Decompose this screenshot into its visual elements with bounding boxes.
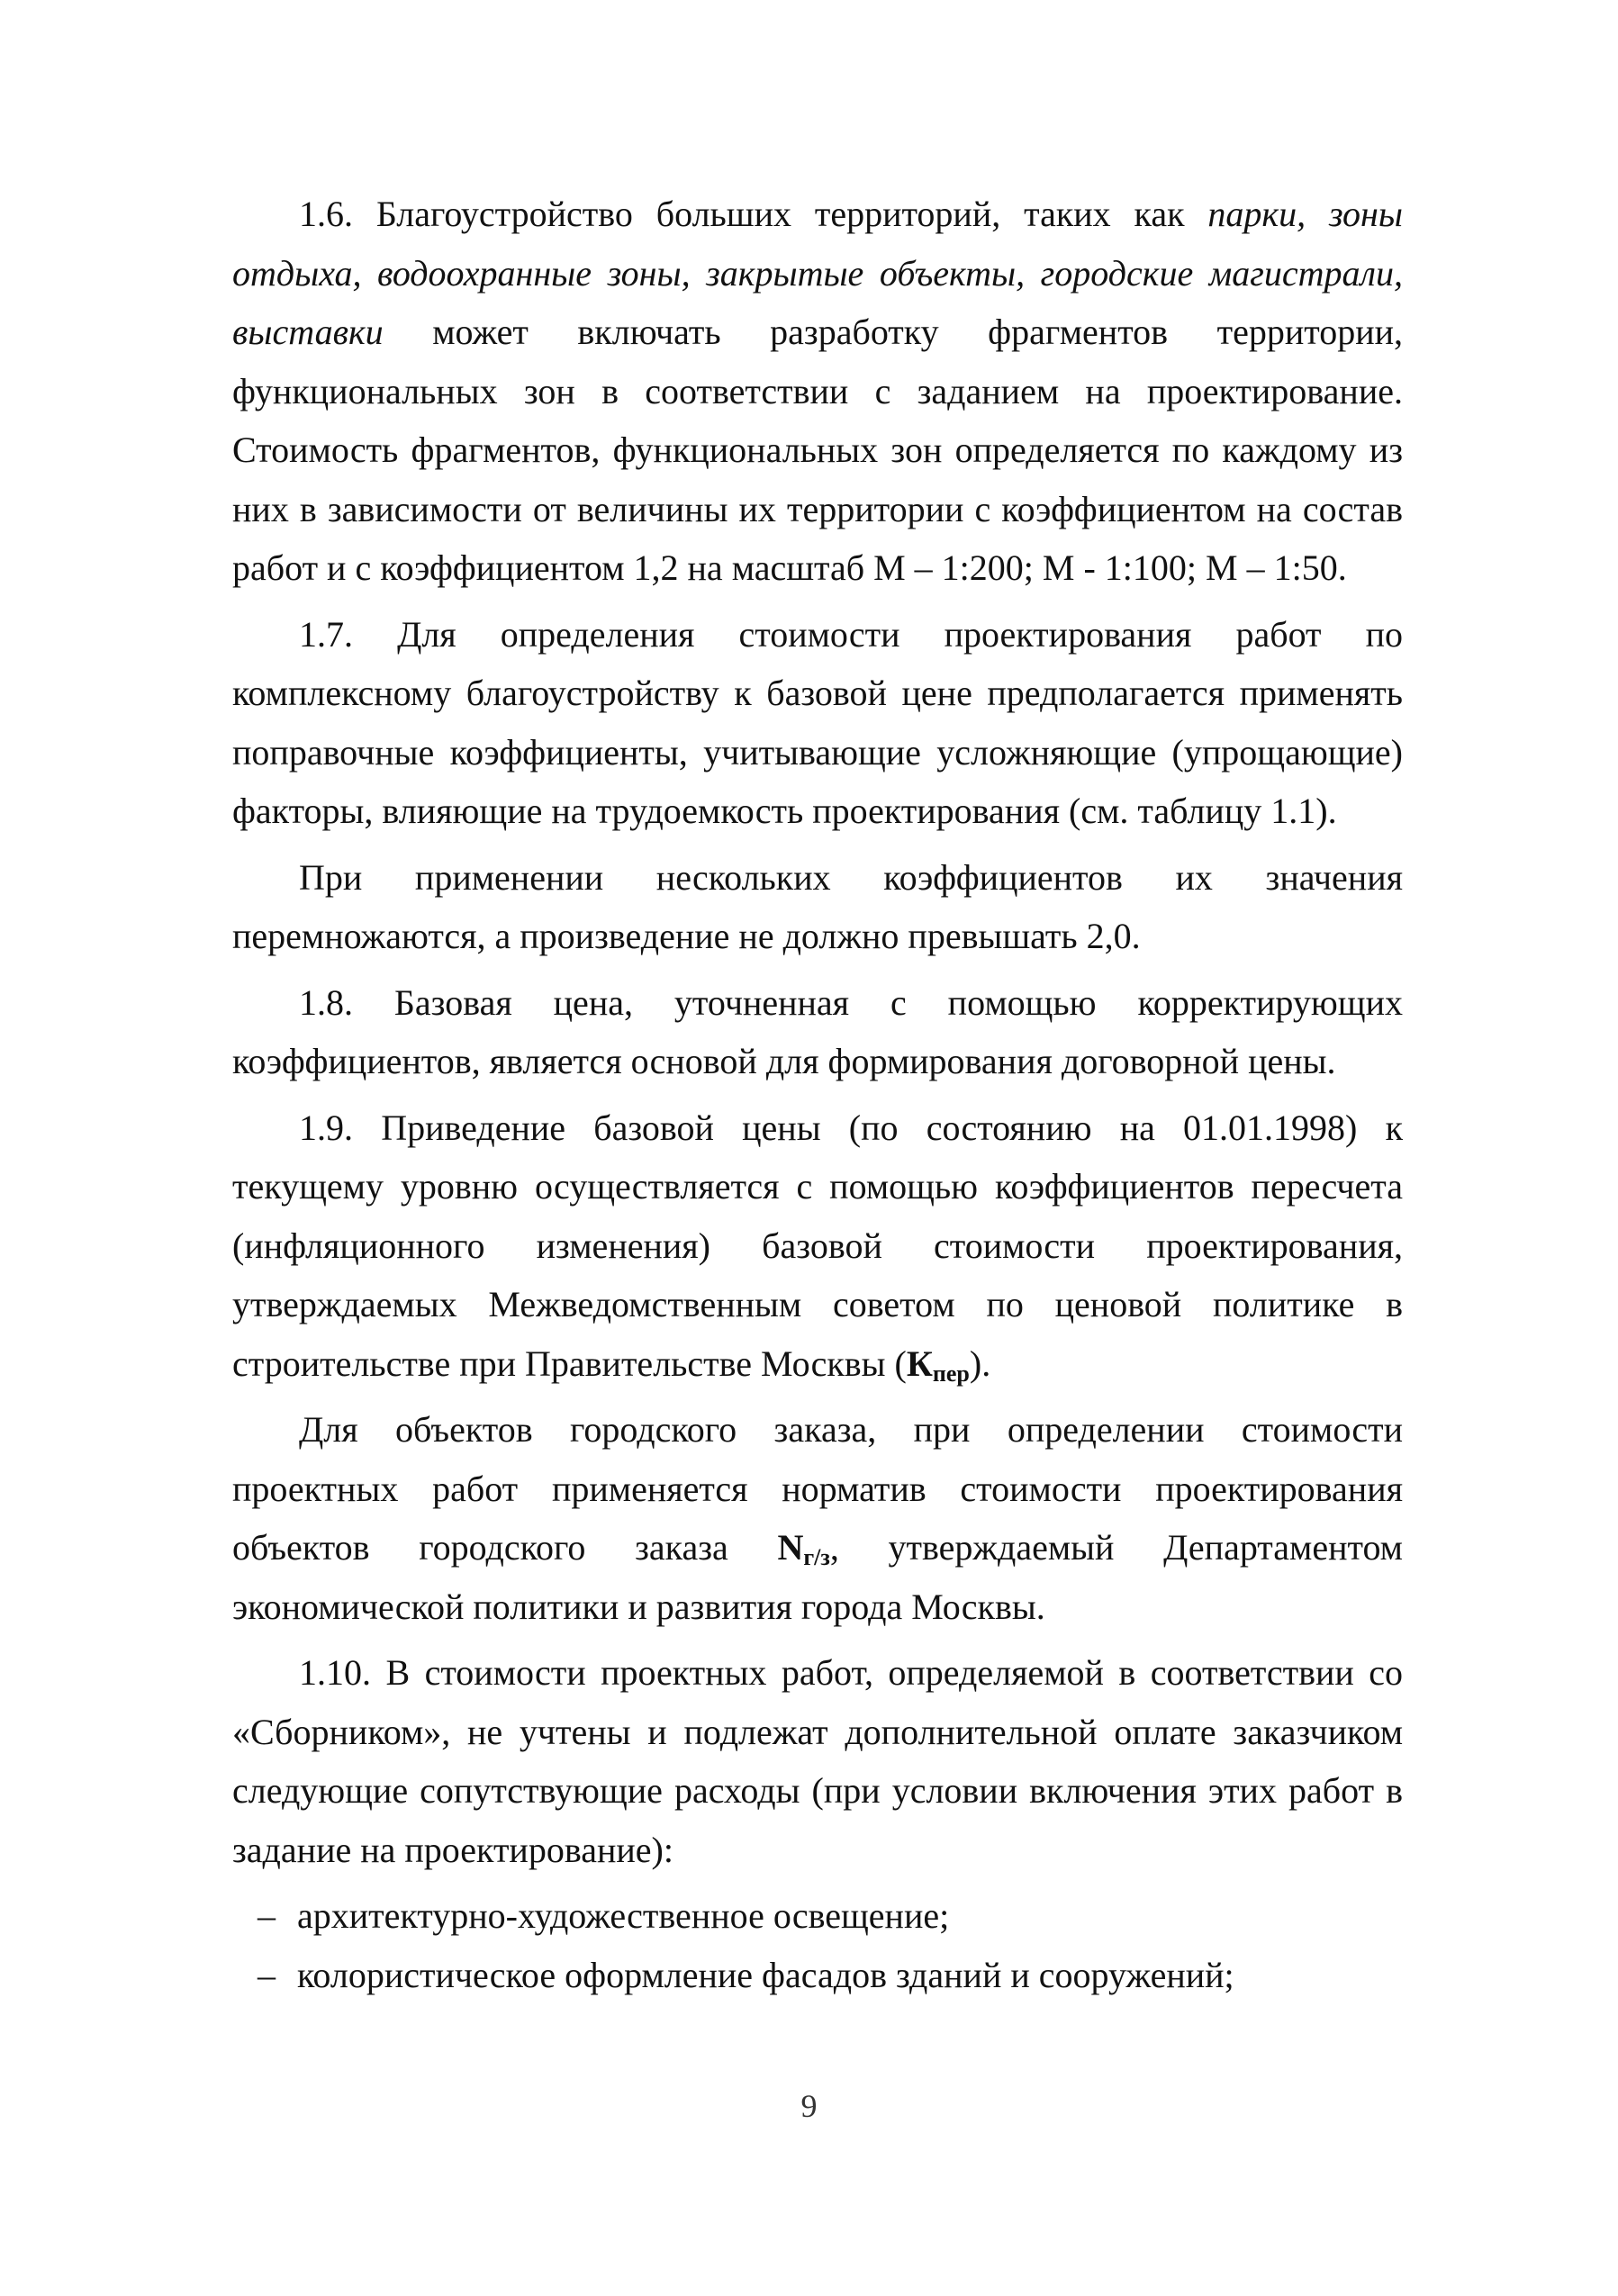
k-letter: К [906, 1342, 933, 1384]
paragraph-1-6-text-start: 1.6. Благоустройство больших территорий, таких как [299, 194, 1208, 234]
expenses-list [232, 1886, 1403, 2004]
k-per-symbol [906, 1342, 970, 1387]
paragraph-1-7-coefficients: При применении нескольких коэффициентов их значения перемножаются, а произведение не должно превышать 2,0. [232, 856, 1403, 956]
paragraph-1-9-text-start: 1.9. Приведение базовой цены (по состоянию на 01.01.1998) к текущему уровню осуществляется с помощью коэффициентов пересчета (инфляционного изменения) базовой стоимости проектирования, утверждаемых Межведомственным советом по ценовой политике в строительстве при Правительстве Москвы ( [232, 1107, 1403, 1384]
paragraph-city-order [232, 1400, 1403, 1636]
text-body [232, 185, 1403, 2004]
paragraph-1-9 [232, 1098, 1403, 1394]
list-item [232, 1946, 1403, 2005]
paragraph-1-7: 1.7. Для определения стоимости проектирования работ по комплексному благоустройству к базовой цене предполагается применять поправочные коэффициенты, учитывающие усложняющие (упрощающие) факторы, влияющие на трудоемкость проектирования (см. таблицу 1.1). [232, 613, 1403, 831]
k-subscript: пер [932, 1360, 970, 1387]
paragraph-city-order-text-start: Для объектов городского заказа, при определении стоимости проектных работ применяется норматив стоимости проектирования объектов городского заказа [232, 1409, 1403, 1568]
dash-marker: – [258, 1895, 276, 1936]
page-number: 9 [800, 2088, 818, 2124]
list-item-text: колористическое оформление фасадов зданий и сооружений; [297, 1954, 1234, 1995]
n-subscript: г/з [803, 1544, 830, 1570]
list-item-text: архитектурно-художественное освещение; [297, 1895, 950, 1936]
list-item [232, 1886, 1403, 1946]
n-gz-symbol [777, 1527, 829, 1568]
paragraph-1-6-italic-list: парки, зоны отдыха, водоохранные зоны, закрытые объекты, городские магистрали, выставки [232, 194, 1403, 352]
paragraph-city-order-text-end: , утверждаемый Департаментом экономической политики и развития города Москвы. [232, 1527, 1403, 1627]
paragraph-1-8: 1.8. Базовая цена, уточненная с помощью корректирующих коэффициентов, является основой для формирования договорной цены. [232, 981, 1403, 1081]
paragraph-1-10: 1.10. В стоимости проектных работ, определяемой в соответствии со «Сборником», не учтены и подлежат дополнительной оплате заказчиком следующие сопутствующие расходы (при условии включения этих работ в задание на проектирование): [232, 1652, 1403, 1870]
n-letter: N [777, 1527, 804, 1568]
dash-marker: – [258, 1954, 276, 1995]
paragraph-1-6 [232, 185, 1403, 598]
paragraph-1-9-text-end: ). [969, 1342, 991, 1384]
paragraph-1-6-text-end: может включать разработку фрагментов территории, функциональных зон в соответствии с заданием на проектирование. Стоимость фрагментов, функциональных зон определяется по каждому из них в зависимости от величины их территории с коэффициентом на состав работ и с коэффициентом 1,2 на масштаб М – 1:200; М - 1:100; М – 1:50. [232, 312, 1403, 588]
